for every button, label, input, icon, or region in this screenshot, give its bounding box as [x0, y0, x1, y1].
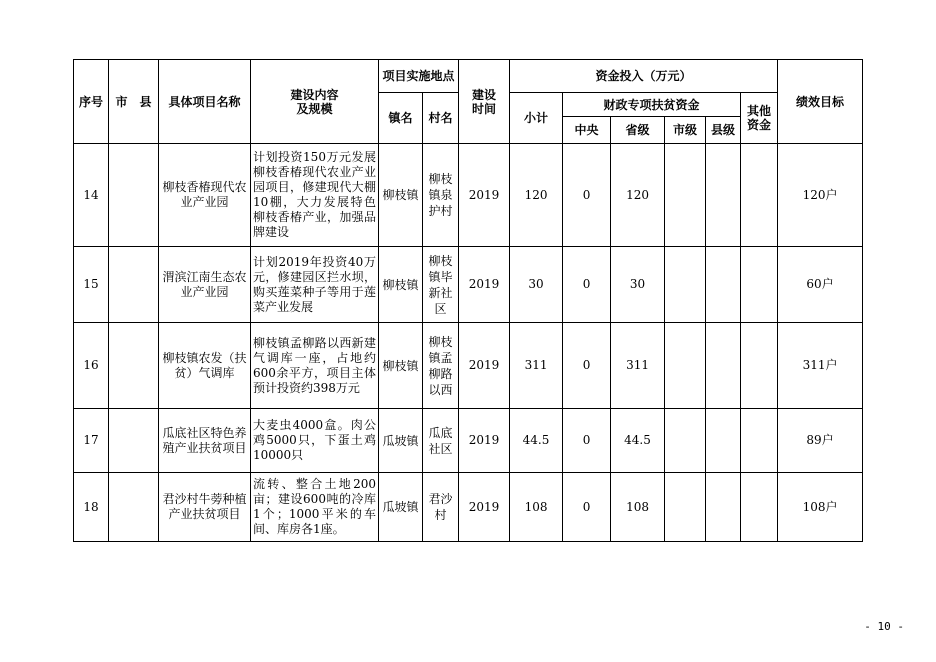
project-table [73, 59, 863, 542]
header-project-name: 具体项目名称 [159, 60, 251, 144]
page-number: - 10 - [864, 620, 904, 633]
cell-subtotal: 120 [510, 144, 563, 247]
header-municipal: 市级 [665, 117, 706, 144]
header-target: 绩效目标 [778, 60, 863, 144]
cell-year: 2019 [459, 323, 510, 409]
cell-content: 流转、整合土地200亩；建设600吨的冷库1个；1000平米的车间、库房各1座。 [251, 473, 379, 542]
cell-town: 柳枝镇 [379, 144, 423, 247]
cell-content: 计划投资150万元发展柳枝香椿现代农业产业园项目，修建现代大棚10棚，大力发展特色柳枝香椿产业，加强品牌建设 [251, 144, 379, 247]
cell-other [741, 409, 778, 473]
cell-name: 柳枝镇农发（扶贫）气调库 [159, 323, 251, 409]
cell-seq: 17 [74, 409, 109, 473]
cell-target: 120户 [778, 144, 863, 247]
cell-city [109, 144, 159, 247]
cell-name: 君沙村牛蒡种植产业扶贫项目 [159, 473, 251, 542]
cell-village: 君沙村 [423, 473, 459, 542]
cell-town: 柳枝镇 [379, 323, 423, 409]
cell-county [706, 409, 741, 473]
cell-county [706, 473, 741, 542]
header-city-county: 市 县 [109, 60, 159, 144]
cell-provincial: 108 [611, 473, 665, 542]
cell-city [109, 409, 159, 473]
cell-central: 0 [563, 144, 611, 247]
cell-year: 2019 [459, 473, 510, 542]
table-row [74, 144, 863, 247]
cell-village: 柳枝镇泉护村 [423, 144, 459, 247]
cell-village: 柳枝镇孟柳路以西 [423, 323, 459, 409]
cell-year: 2019 [459, 247, 510, 323]
header-seq: 序号 [74, 60, 109, 144]
cell-other [741, 473, 778, 542]
header-time-label: 建设时间 [472, 87, 497, 116]
cell-city [109, 247, 159, 323]
cell-name: 柳枝香椿现代农业产业园 [159, 144, 251, 247]
cell-municipal [665, 323, 706, 409]
cell-municipal [665, 409, 706, 473]
cell-subtotal: 30 [510, 247, 563, 323]
cell-target: 60户 [778, 247, 863, 323]
header-provincial: 省级 [611, 117, 665, 144]
cell-other [741, 323, 778, 409]
cell-town: 柳枝镇 [379, 247, 423, 323]
cell-county [706, 323, 741, 409]
cell-target: 89户 [778, 409, 863, 473]
header-other [741, 93, 778, 144]
header-county: 县级 [706, 117, 741, 144]
header-location: 项目实施地点 [379, 60, 459, 93]
cell-year: 2019 [459, 409, 510, 473]
cell-content: 计划2019年投资40万元，修建园区拦水坝，购买莲菜种子等用于莲菜产业发展 [251, 247, 379, 323]
cell-provincial: 311 [611, 323, 665, 409]
cell-provincial: 120 [611, 144, 665, 247]
header-central: 中央 [563, 117, 611, 144]
table-row [74, 409, 863, 473]
cell-provincial: 30 [611, 247, 665, 323]
cell-town: 瓜坡镇 [379, 473, 423, 542]
cell-other [741, 144, 778, 247]
header-funding: 资金投入（万元） [510, 60, 778, 93]
cell-village: 柳枝镇毕新社区 [423, 247, 459, 323]
cell-municipal [665, 473, 706, 542]
cell-seq: 18 [74, 473, 109, 542]
table-row [74, 247, 863, 323]
cell-village: 瓜底社区 [423, 409, 459, 473]
cell-municipal [665, 247, 706, 323]
table-row [74, 323, 863, 409]
cell-subtotal: 311 [510, 323, 563, 409]
header-time [459, 60, 510, 144]
table-row [74, 473, 863, 542]
header-town: 镇名 [379, 93, 423, 144]
cell-content: 柳枝镇孟柳路以西新建气调库一座，占地约600余平方，项目主体预计投资约398万元 [251, 323, 379, 409]
cell-county [706, 144, 741, 247]
header-content: 建设内容 及规模 [251, 60, 379, 144]
cell-central: 0 [563, 247, 611, 323]
cell-name: 瓜底社区特色养殖产业扶贫项目 [159, 409, 251, 473]
cell-town: 瓜坡镇 [379, 409, 423, 473]
cell-other [741, 247, 778, 323]
cell-seq: 15 [74, 247, 109, 323]
header-other-label: 其他资金 [747, 104, 772, 132]
cell-content: 大麦虫4000盒。肉公鸡5000只，下蛋土鸡10000只 [251, 409, 379, 473]
cell-municipal [665, 144, 706, 247]
cell-provincial: 44.5 [611, 409, 665, 473]
cell-seq: 14 [74, 144, 109, 247]
header-subtotal: 小计 [510, 93, 563, 144]
cell-target: 311户 [778, 323, 863, 409]
cell-seq: 16 [74, 323, 109, 409]
header-fiscal: 财政专项扶贫资金 [563, 93, 741, 117]
cell-central: 0 [563, 409, 611, 473]
cell-subtotal: 108 [510, 473, 563, 542]
cell-subtotal: 44.5 [510, 409, 563, 473]
cell-year: 2019 [459, 144, 510, 247]
cell-county [706, 247, 741, 323]
cell-city [109, 473, 159, 542]
cell-central: 0 [563, 323, 611, 409]
cell-name: 渭滨江南生态农业产业园 [159, 247, 251, 323]
cell-central: 0 [563, 473, 611, 542]
cell-target: 108户 [778, 473, 863, 542]
cell-city [109, 323, 159, 409]
header-village: 村名 [423, 93, 459, 144]
